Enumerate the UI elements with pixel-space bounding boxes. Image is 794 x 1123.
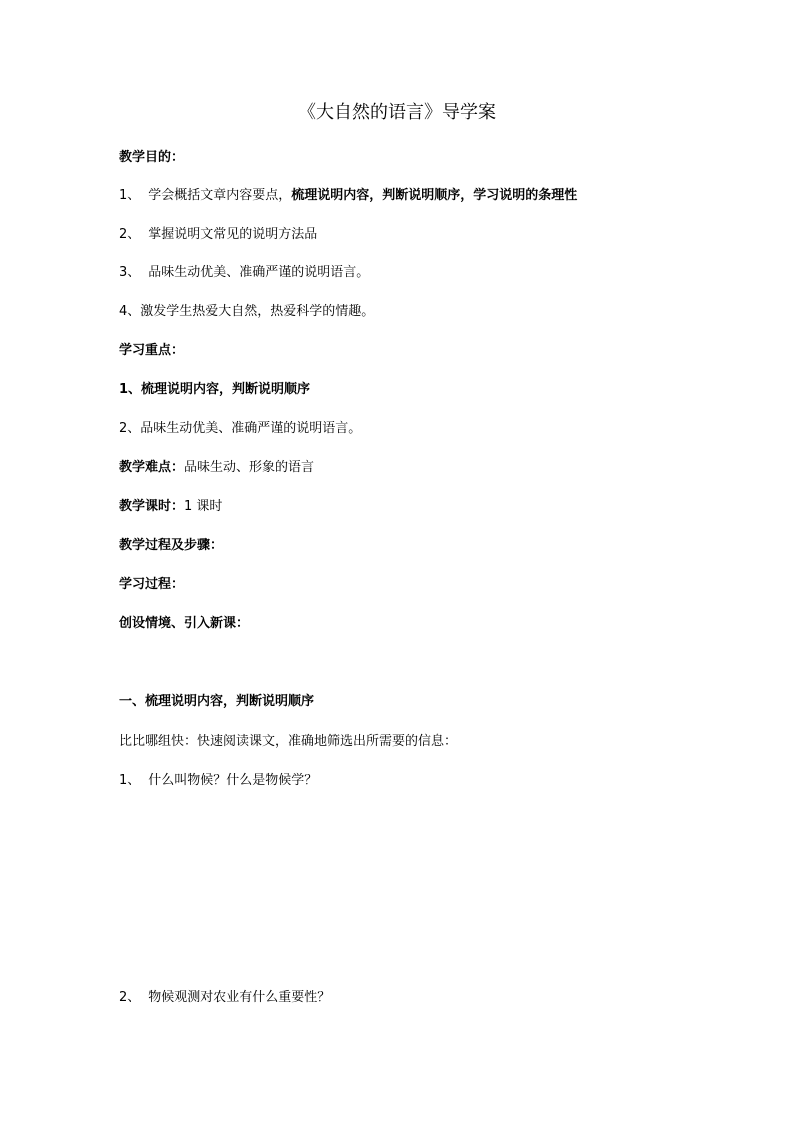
question-1: [119, 772, 317, 790]
objective-3-text: 品味生动优美、准确严谨的说明语言。: [148, 265, 370, 280]
key-point-1: 1、梳理说明内容，判断说明顺序: [119, 382, 311, 397]
key-points-heading: 学习重点：: [119, 343, 185, 358]
learning-process-heading: 学习过程：: [119, 577, 185, 592]
question-1-text: 什么叫物候？什么是物候学？: [148, 773, 318, 788]
objective-1: [119, 187, 577, 205]
objective-3-number: 3、: [119, 265, 141, 280]
objective-1-bold-text: 梳理说明内容，判断说明顺序，学习说明的条理性: [291, 188, 578, 203]
teaching-difficulty-label: 教学难点：: [119, 460, 185, 475]
objectives-heading: 教学目的：: [119, 150, 185, 165]
intro-heading: 创设情境、引入新课：: [119, 616, 250, 631]
question-1-number: 1、: [119, 773, 141, 788]
section-1-heading: 一、梳理说明内容，判断说明顺序: [119, 694, 315, 709]
teaching-periods: [119, 498, 222, 516]
objective-2-number: 2、: [119, 227, 141, 242]
teaching-periods-label: 教学课时：: [119, 499, 185, 514]
process-heading: 教学过程及步骤：: [119, 538, 224, 553]
teaching-periods-text: 1 课时: [184, 499, 223, 514]
objective-2-text: 掌握说明文常见的说明方法品: [148, 227, 318, 242]
objective-1-text: 学会概括文章内容要点，: [148, 188, 292, 203]
key-point-2: 2、品味生动优美、准确严谨的说明语言。: [119, 421, 362, 436]
question-2-number: 2、: [119, 990, 141, 1005]
objective-3: [119, 264, 369, 282]
question-2-text: 物候观测对农业有什么重要性？: [148, 990, 331, 1005]
question-2: [119, 989, 330, 1007]
objective-1-number: 1、: [119, 188, 141, 203]
objective-4: 4、激发学生热爱大自然，热爱科学的情趣。: [119, 304, 375, 319]
teaching-difficulty: [119, 459, 314, 477]
document-title: 《大自然的语言》导学案: [298, 102, 496, 123]
objective-2: [119, 226, 317, 244]
section-1-instruction: 比比哪组快：快速阅读课文，准确地筛选出所需要的信息：: [119, 734, 458, 749]
teaching-difficulty-text: 品味生动、形象的语言: [184, 460, 315, 475]
